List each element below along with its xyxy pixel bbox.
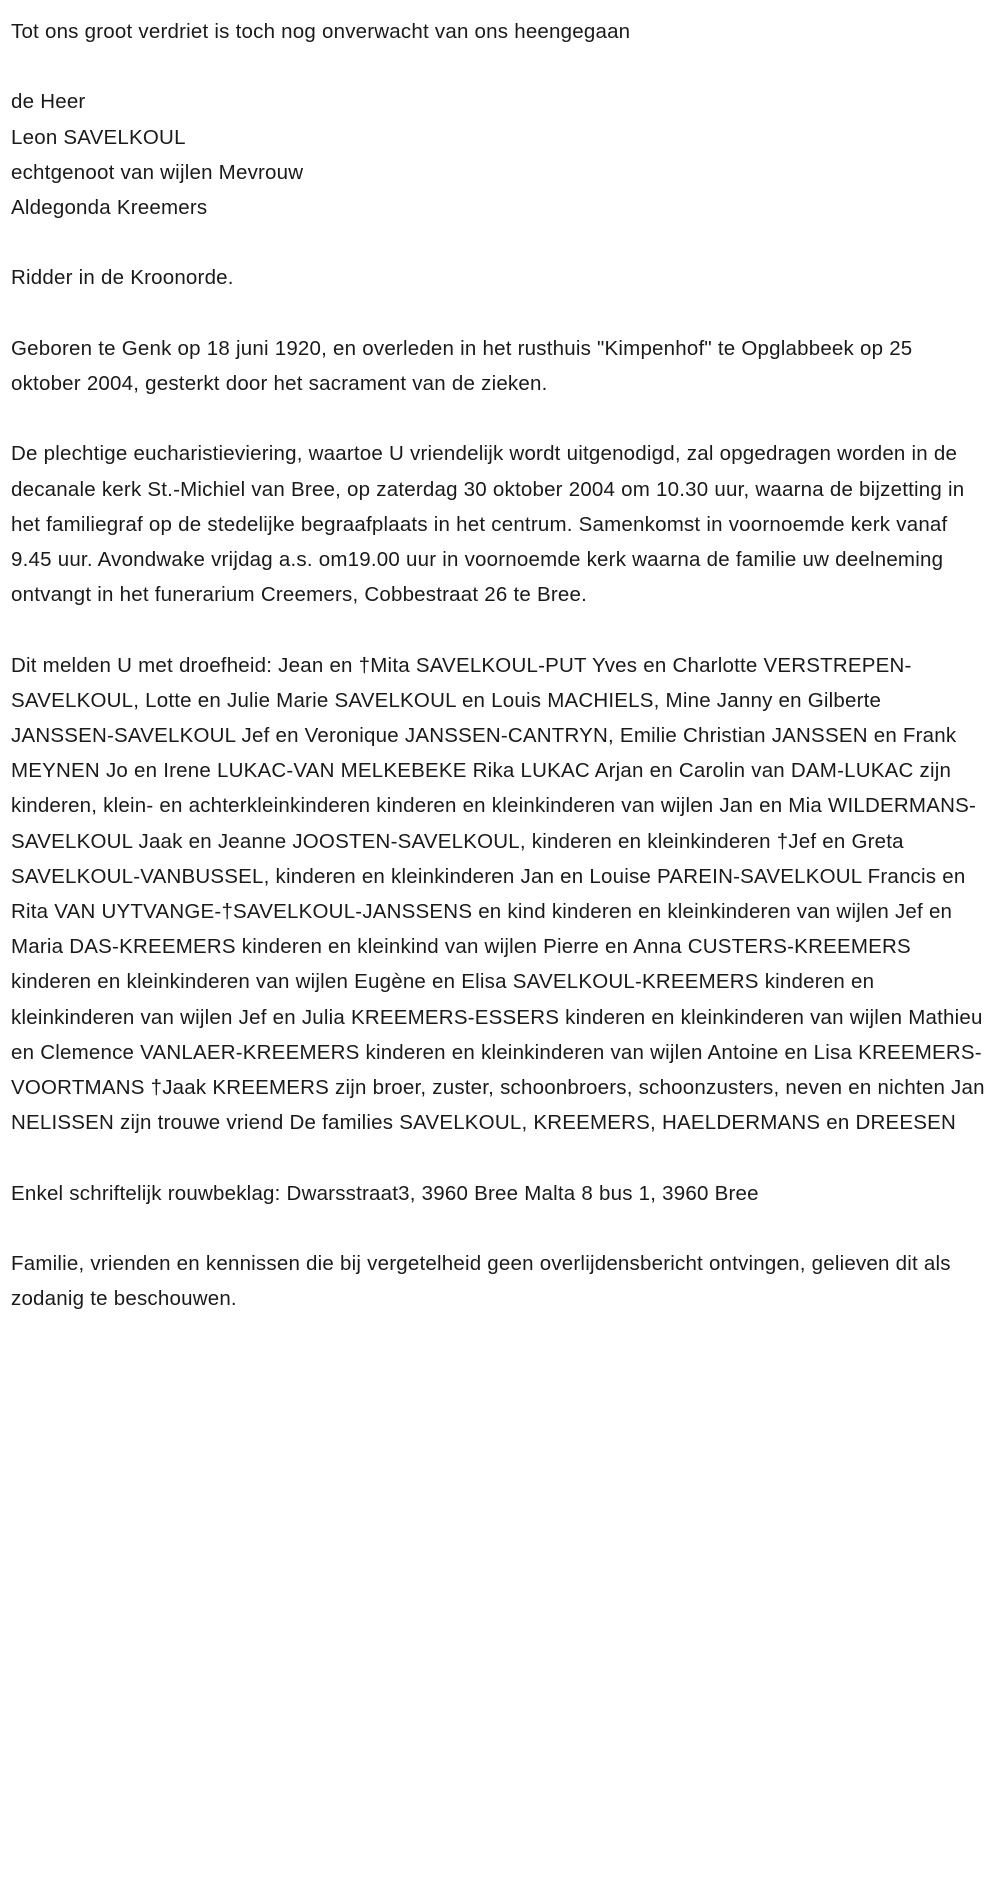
salutation-line: de Heer [11,90,86,114]
spacer [11,401,986,436]
service-paragraph: De plechtige eucharistieviering, waartoe U vriendelijk wordt uitgenodigd, zal opgedragen worden in de decanale kerk St.-Michiel van Bree, op zaterdag 30 oktober 2004 om 10.30 uur, waarna de bijzetting in het familiegraf op de stedelijke begraafplaats in het centrum. Samenkomst in voornoemde kerk vanaf 9.45 uur. Avondwake vrijdag a.s. om19.00 uur in voornoemde kerk waarna de familie uw deelneming ontvangt in het funerarium Creemers, Cobbestraat 26 te Bree. [11,442,965,607]
closing-paragraph: Familie, vrienden en kennissen die bij vergetelheid geen overlijdensbericht ontvingen, gelieven dit als zodanig te beschouwen. [11,1252,951,1311]
spacer [11,225,986,260]
spacer [11,49,986,84]
spacer [11,612,986,647]
spacer [11,1140,986,1175]
family-paragraph: Dit melden U met droefheid: Jean en †Mita SAVELKOUL-PUT Yves en Charlotte VERSTREPEN-SAVELKOUL, Lotte en Julie Marie SAVELKOUL en Louis MACHIELS, Mine Janny en Gilberte JANSSEN-SAVELKOUL Jef en Veronique JANSSEN-CANTRYN, Emilie Christian JANSSEN en Frank MEYNEN Jo en Irene LUKAC-VAN MELKEBEKE Rika LUKAC Arjan en Carolin van DAM-LUKAC zijn kinderen, klein- en achterkleinkinderen kinderen en kleinkinderen van wijlen Jan en Mia WILDERMANS-SAVELKOUL Jaak en Jeanne JOOSTEN-SAVELKOUL, kinderen en kleinkinderen †Jef en Greta SAVELKOUL-VANBUSSEL, kinderen en kleinkinderen Jan en Louise PAREIN-SAVELKOUL Francis en Rita VAN UYTVANGE-†SAVELKOUL-JANSSENS en kind kinderen en kleinkinderen van wijlen Jef en Maria DAS-KREEMERS kinderen en kleinkind van wijlen Pierre en Anna CUSTERS-KREEMERS kinderen en kleinkinderen van wijlen Eugène en Elisa SAVELKOUL-KREEMERS kinderen en kleinkinderen van wijlen Jef en Julia KREEMERS-ESSERS kinderen en kleinkinderen van wijlen Mathieu en Clemence VANLAER-KREEMERS kinderen en kleinkinderen van wijlen Antoine en Lisa KREEMERS-VOORTMANS †Jaak KREEMERS zijn broer, zuster, schoonbroers, schoonzusters, neven en nichten Jan NELISSEN zijn trouwe vriend De families SAVELKOUL, KREEMERS, HAELDERMANS en DREESEN [11,653,985,1135]
spouse-name: Aldegonda Kreemers [11,196,208,219]
condolences-paragraph: Enkel schriftelijk rouwbeklag: Dwarsstraat3, 3960 Bree Malta 8 bus 1, 3960 Bree [11,1181,759,1205]
spacer [11,296,986,331]
honour-line: Ridder in de Kroonorde. [11,266,234,290]
spacer [11,1211,986,1246]
intro-line: Tot ons groot verdriet is toch nog onverwacht van ons heengegaan [11,20,631,43]
deceased-name: Leon SAVELKOUL [11,125,186,149]
spouse-prefix-line: echtgenoot van wijlen Mevrouw [11,160,304,184]
life-paragraph: Geboren te Genk op 18 juni 1920, en overleden in het rusthuis "Kimpenhof" te Opglabbeek op 25 oktober 2004, gesterkt door het sacrament van de zieken. [11,336,913,395]
